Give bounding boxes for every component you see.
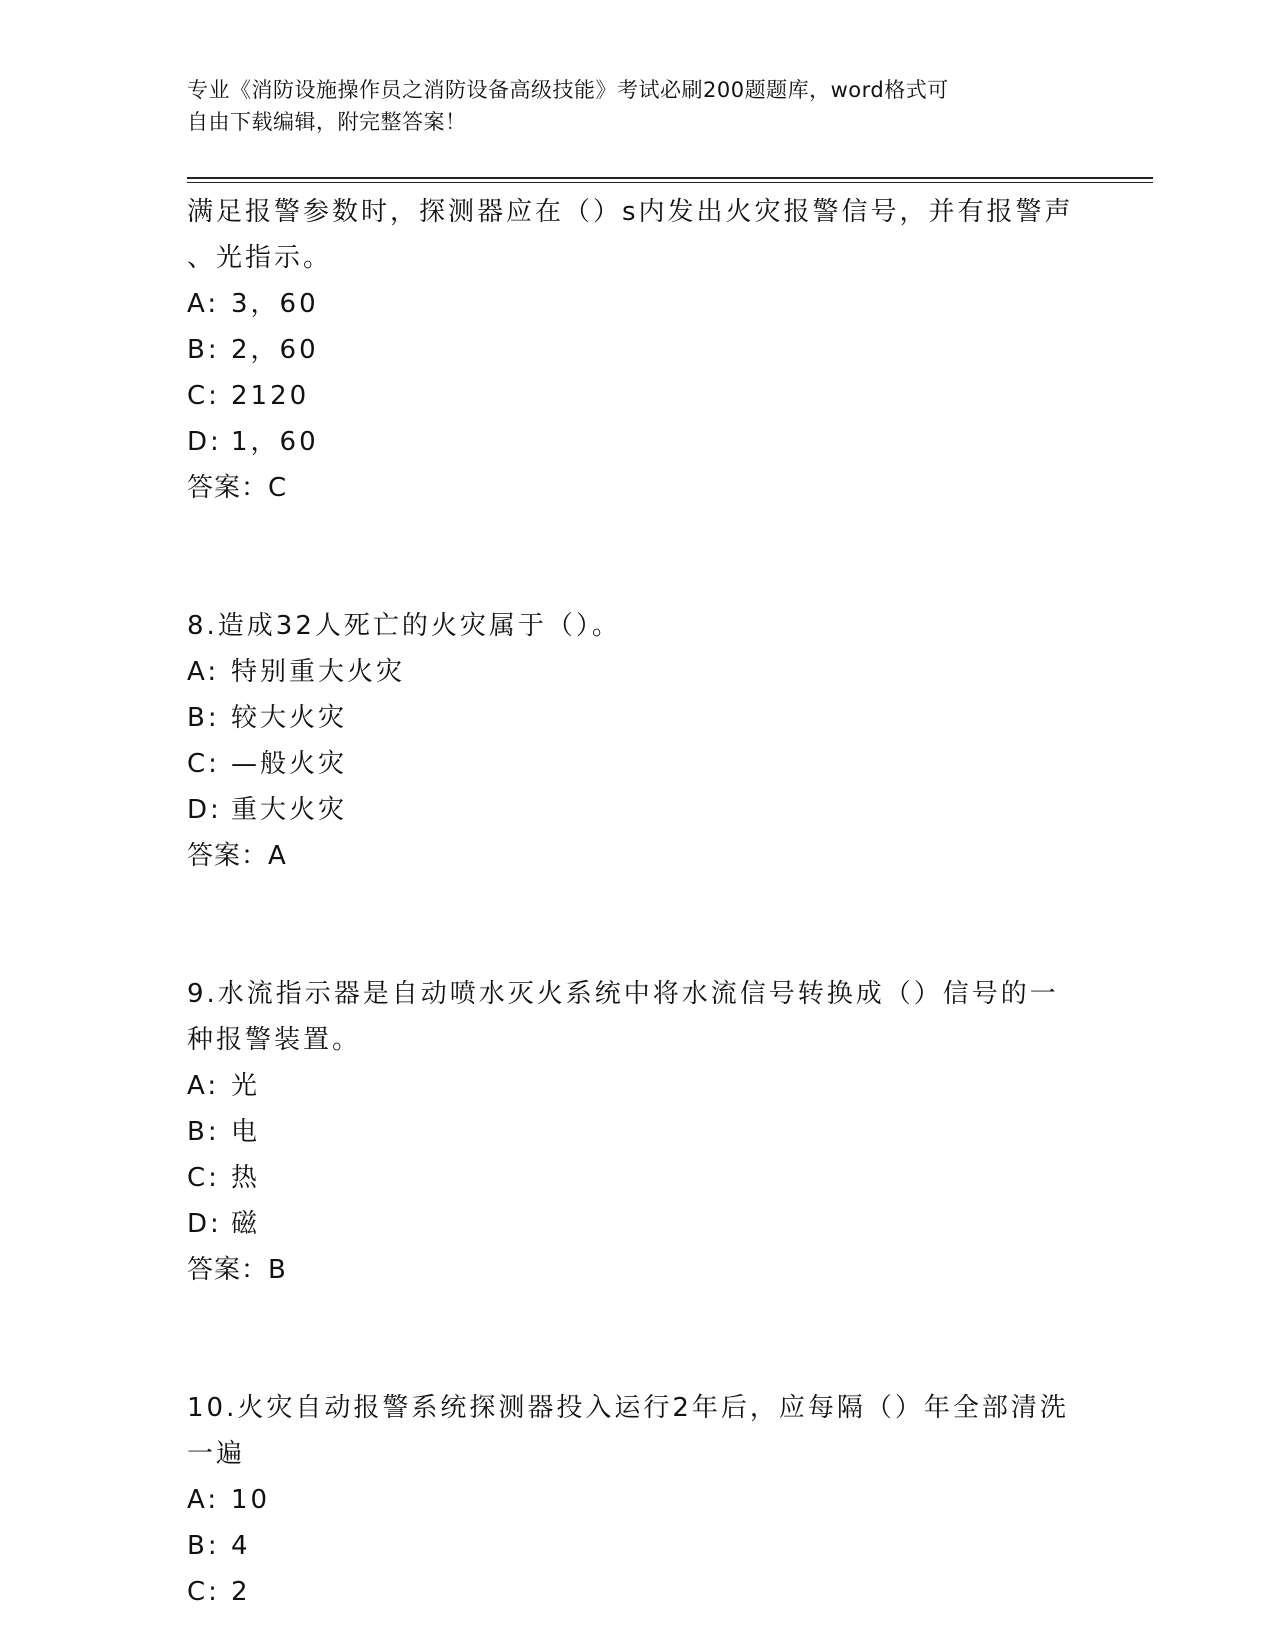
answer-line: 答案：A <box>187 841 287 871</box>
option-label: B: <box>187 335 220 365</box>
option-item <box>187 649 1087 695</box>
header-line-1: 专业《消防设施操作员之消防设备高级技能》考试必刷200题题库，word格式可 <box>187 78 949 102</box>
option-item <box>187 741 1087 787</box>
question-list <box>187 189 1087 1615</box>
option-item <box>187 327 1087 373</box>
option-label: D: <box>187 1209 222 1239</box>
question-block <box>187 189 1087 511</box>
option-text: 特别重大火灾 <box>231 657 406 687</box>
question-stem: 10.火灾自动报警系统探测器投入运行2年后，应每隔（）年全部清洗 <box>187 1393 1069 1423</box>
option-text: 重大火灾 <box>231 795 348 825</box>
option-item <box>187 419 1087 465</box>
question-block <box>187 971 1087 1293</box>
question-stem: 种报警装置。 <box>187 1025 362 1055</box>
option-label: A: <box>187 657 220 687</box>
option-item <box>187 1569 1087 1615</box>
option-text: 4 <box>231 1531 251 1561</box>
option-item <box>187 787 1087 833</box>
option-text: 热 <box>231 1163 261 1193</box>
option-item <box>187 1109 1087 1155</box>
option-text: 较大火灾 <box>231 703 348 733</box>
document-header <box>187 74 1087 138</box>
question-stem: 一遍 <box>187 1439 246 1469</box>
question-stem: 8.造成32人死亡的火灾属于（）。 <box>187 611 621 641</box>
option-text: 磁 <box>231 1209 261 1239</box>
question-stem: 、光指示。 <box>187 243 333 273</box>
option-text: 电 <box>231 1117 261 1147</box>
question-stem: 满足报警参数时，探测器应在（）s内发出火灾报警信号，并有报警声 <box>187 197 1074 227</box>
option-label: A: <box>187 1071 220 1101</box>
option-label: B: <box>187 1117 220 1147</box>
option-label: B: <box>187 1531 220 1561</box>
option-item <box>187 1201 1087 1247</box>
header-divider-thick <box>187 177 1153 179</box>
option-text: 10 <box>231 1485 271 1515</box>
option-label: C: <box>187 1577 220 1607</box>
answer-line: 答案：B <box>187 1255 287 1285</box>
option-label: C: <box>187 1163 220 1193</box>
option-label: C: <box>187 381 220 411</box>
option-text: —般火灾 <box>231 749 348 779</box>
option-text: 光 <box>231 1071 261 1101</box>
question-stem: 9.水流指示器是自动喷水灭火系统中将水流信号转换成（）信号的一 <box>187 979 1059 1009</box>
option-label: A: <box>187 1485 220 1515</box>
question-block <box>187 1385 1087 1615</box>
header-line-2: 自由下载编辑，附完整答案！ <box>187 110 467 134</box>
option-label: A: <box>187 289 220 319</box>
option-text: 2 <box>231 1577 251 1607</box>
option-item <box>187 281 1087 327</box>
option-label: D: <box>187 427 222 457</box>
option-item <box>187 1155 1087 1201</box>
option-text: 2120 <box>231 381 310 411</box>
option-item <box>187 1063 1087 1109</box>
option-item <box>187 695 1087 741</box>
option-label: D: <box>187 795 222 825</box>
option-label: B: <box>187 703 220 733</box>
option-text: 2，60 <box>231 335 319 365</box>
option-item <box>187 1523 1087 1569</box>
option-item <box>187 373 1087 419</box>
option-item <box>187 1477 1087 1523</box>
header-divider-thin <box>187 182 1153 183</box>
option-label: C: <box>187 749 220 779</box>
option-text: 3，60 <box>231 289 319 319</box>
question-block <box>187 603 1087 879</box>
answer-line: 答案：C <box>187 473 288 503</box>
option-text: 1，60 <box>231 427 319 457</box>
